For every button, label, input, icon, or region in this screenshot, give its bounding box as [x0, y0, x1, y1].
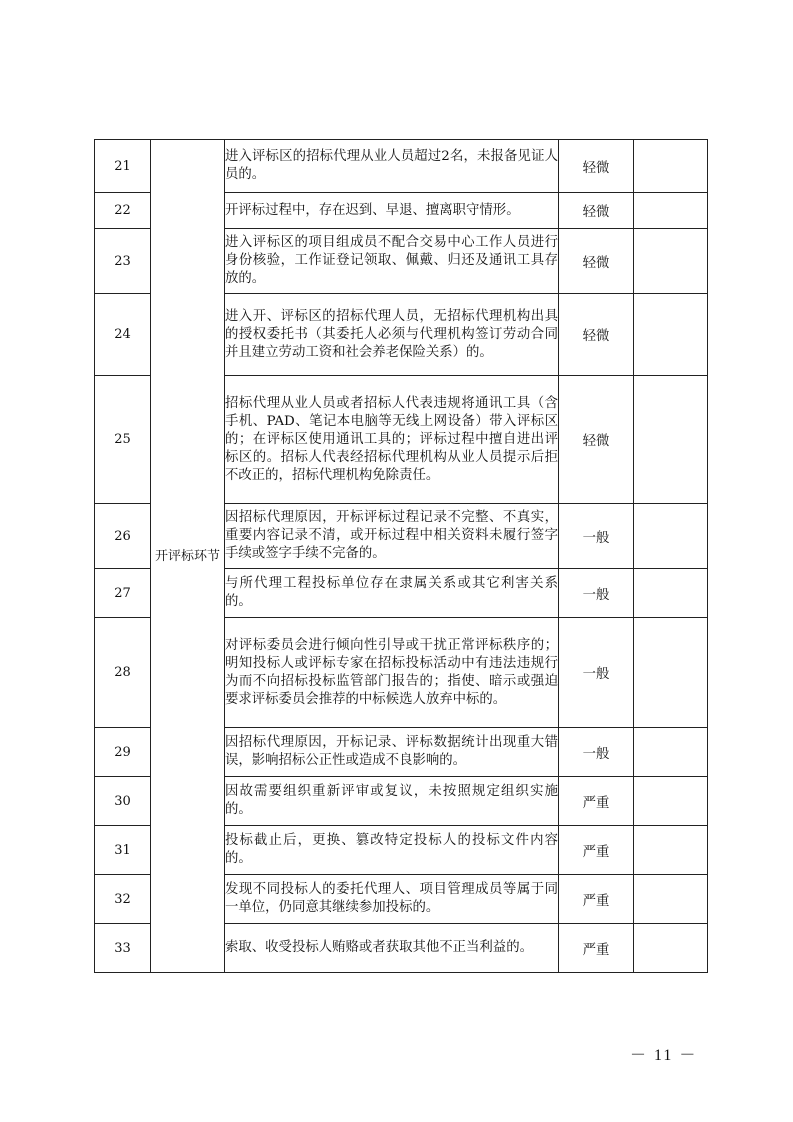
severity-level: 一般 [559, 504, 634, 569]
row-description: 发现不同投标人的委托代理人、项目管理成员等属于同一单位，仍同意其继续参加投标的。 [225, 875, 559, 924]
remarks-cell [634, 294, 708, 376]
row-number: 33 [95, 924, 151, 973]
row-description: 索取、收受投标人贿赂或者获取其他不正当利益的。 [225, 924, 559, 973]
remarks-cell [634, 140, 708, 193]
severity-level: 轻微 [559, 193, 634, 229]
row-description: 进入评标区的项目组成员不配合交易中心工作人员进行身份核验，工作证登记领取、佩戴、归还及通讯工具存放的。 [225, 229, 559, 294]
remarks-cell [634, 777, 708, 826]
row-number: 32 [95, 875, 151, 924]
remarks-cell [634, 728, 708, 777]
table-row [95, 140, 708, 193]
severity-level: 严重 [559, 875, 634, 924]
row-number: 27 [95, 569, 151, 618]
row-description: 因招标代理原因，开标记录、评标数据统计出现重大错误，影响招标公正性或造成不良影响的。 [225, 728, 559, 777]
remarks-cell [634, 504, 708, 569]
violations-table-body [95, 140, 708, 973]
remarks-cell [634, 826, 708, 875]
row-number: 22 [95, 193, 151, 229]
row-description: 开评标过程中，存在迟到、早退、擅离职守情形。 [225, 193, 559, 229]
remarks-cell [634, 229, 708, 294]
row-description: 招标代理从业人员或者招标人代表违规将通讯工具（含手机、PAD、笔记本电脑等无线上网设备）带入评标区的；在评标区使用通讯工具的；评标过程中擅自进出评标区的。招标人代表经招标代理机构从业人员提示后拒不改正的，招标代理机构免除责任。 [225, 376, 559, 504]
severity-level: 轻微 [559, 294, 634, 376]
row-description: 因招标代理原因，开标评标过程记录不完整、不真实，重要内容记录不清，或开标过程中相关资料未履行签字手续或签字手续不完备的。 [225, 504, 559, 569]
row-number: 28 [95, 618, 151, 728]
row-number: 30 [95, 777, 151, 826]
row-description: 进入评标区的招标代理从业人员超过2名，未报备见证人员的。 [225, 140, 559, 193]
section-label: 开评标环节 [151, 140, 225, 973]
remarks-cell [634, 924, 708, 973]
row-number: 31 [95, 826, 151, 875]
severity-level: 严重 [559, 826, 634, 875]
row-number: 21 [95, 140, 151, 193]
row-number: 25 [95, 376, 151, 504]
severity-level: 一般 [559, 618, 634, 728]
row-description: 投标截止后，更换、篡改特定投标人的投标文件内容的。 [225, 826, 559, 875]
severity-level: 轻微 [559, 376, 634, 504]
severity-level: 严重 [559, 777, 634, 826]
remarks-cell [634, 376, 708, 504]
severity-level: 轻微 [559, 140, 634, 193]
severity-level: 一般 [559, 569, 634, 618]
row-description: 因故需要组织重新评审或复议，未按照规定组织实施的。 [225, 777, 559, 826]
severity-level: 一般 [559, 728, 634, 777]
row-number: 29 [95, 728, 151, 777]
remarks-cell [634, 569, 708, 618]
severity-level: 严重 [559, 924, 634, 973]
severity-level: 轻微 [559, 229, 634, 294]
remarks-cell [634, 875, 708, 924]
row-number: 24 [95, 294, 151, 376]
violations-table [94, 139, 708, 973]
row-number: 26 [95, 504, 151, 569]
row-number: 23 [95, 229, 151, 294]
row-description: 与所代理工程投标单位存在隶属关系或其它利害关系的。 [225, 569, 559, 618]
row-description: 对评标委员会进行倾向性引导或干扰正常评标秩序的；明知投标人或评标专家在招标投标活动中有违法违规行为而不向招标投标监管部门报告的；指使、暗示或强迫要求评标委员会推荐的中标候选人放弃中标的。 [225, 618, 559, 728]
row-description: 进入开、评标区的招标代理人员，无招标代理机构出具的授权委托书（其委托人必须与代理机构签订劳动合同并且建立劳动工资和社会养老保险关系）的。 [225, 294, 559, 376]
remarks-cell [634, 193, 708, 229]
page-number: － 11 － [630, 1047, 698, 1064]
remarks-cell [634, 618, 708, 728]
